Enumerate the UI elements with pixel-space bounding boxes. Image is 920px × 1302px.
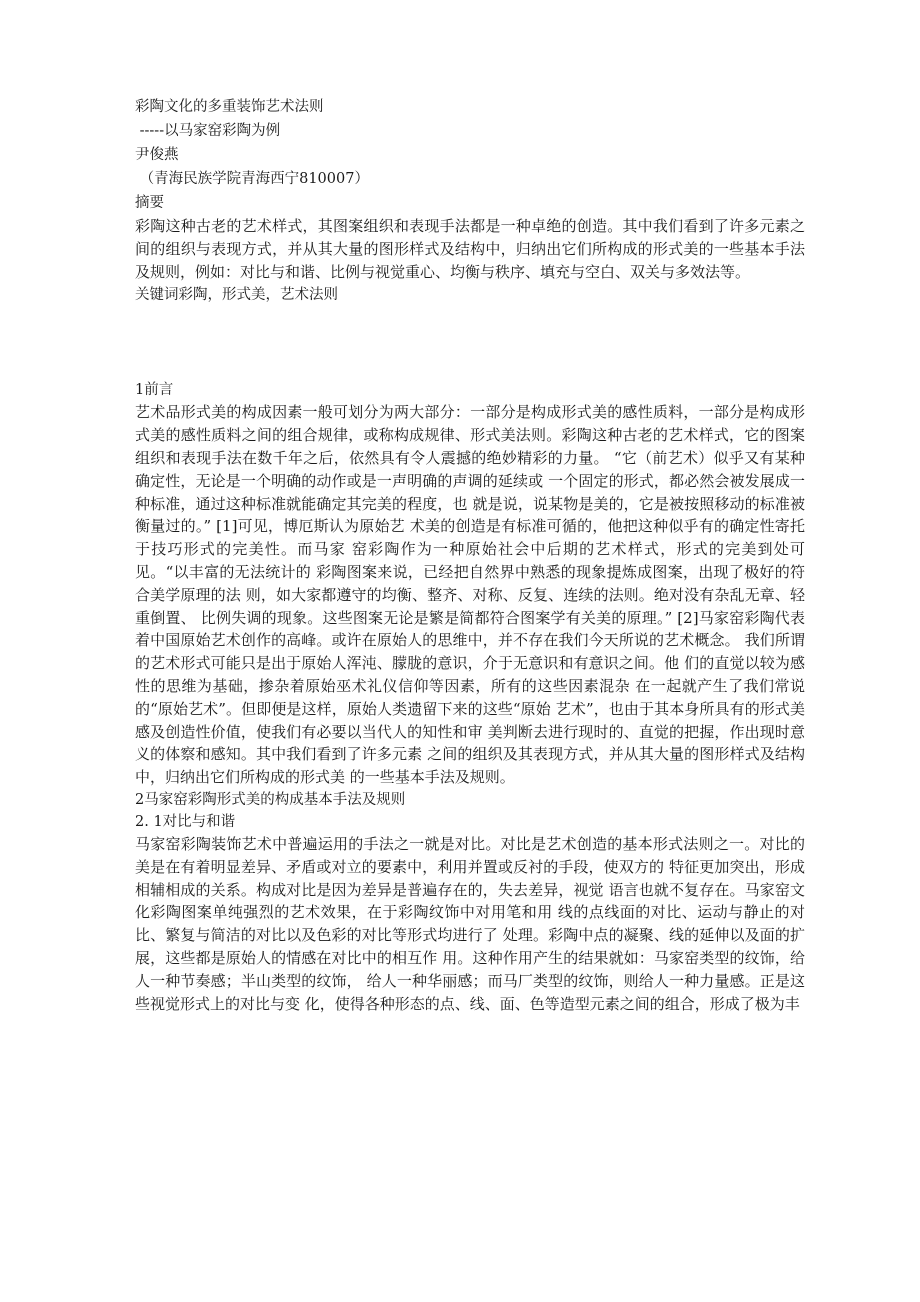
paper-subtitle: -----以马家窑彩陶为例 [135, 123, 281, 139]
paper-author: 尹俊燕 [135, 147, 179, 163]
section1-heading: 1前言 [135, 382, 174, 399]
abstract-heading: 摘要 [135, 195, 164, 211]
section1-body: 艺术品形式美的构成因素一般可划分为两大部分：一部分是构成形式美的感性质料，一部分是构成形式美的感性质料之间的组合规律，或称构成规律、形式美法则。彩陶这种古老的艺术样式，它的图案组织和表现手法在数千年之后，依然具有令人震撼的绝妙精彩的力量。 “它（前艺术）似乎又有某种确定性，无论是一个明确的动作或是一声明确的声调的延续或 一个固定的形式，都必然会被发展成一种标准，通过这种标准就能确定其完美的程度，也 就是说，说某物是美的，它是被按照移动的标准被衡量过的。” [1]可见，博厄斯认为原始艺 术美的创造是有标准可循的，他把这种似乎有的确定性寄托于技巧形式的完美性。而马家 窑彩陶作为一种原始社会中后期的艺术样式，形式的完美到处可见。“以丰富的无法统计的 彩陶图案来说，已经把自然界中熟悉的现象提炼成图案，出现了极好的符合美学原理的法 则，如大家都遵守的均衡、整齐、对称、反复、连续的法则。绝对没有杂乱无章、轻重倒置、 比例失调的现象。这些图案无论是繁是简都符合图案学有关美的原理。” [2]马家窑彩陶代表 着中国原始艺术创作的高峰。或许在原始人的思维中，并不存在我们今天所说的艺术概念。 我们所谓的艺术形式可能只是出于原始人浑沌、朦胧的意识，介于无意识和有意识之间。他 们的直觉以较为感性的思维为基础，掺杂着原始巫术礼仪信仰等因素，所有的这些因素混杂 在一起就产生了我们常说的“原始艺术”。但即便是这样，原始人类遗留下来的这些“原始 艺术”，也由于其本身所具有的形式美感及创造性价值，使我们有必要以当代人的知性和审 美判断去进行现时的、直觉的把握，作出现时意义的体察和感知。其中我们看到了许多元素 之间的组织及其表现方式，并从其大量的图形样式及结构中，归纳出它们所构成的形式美 的一些基本手法及规则。 [135, 403, 805, 787]
section21-heading: 2. 1对比与和谐 [135, 813, 236, 830]
paper-title: 彩陶文化的多重装饰艺术法则 [135, 99, 324, 115]
paper-page [135, 95, 805, 1015]
section2-heading: 2马家窑彩陶形式美的构成基本手法及规则 [135, 791, 406, 808]
vertical-gap [135, 307, 805, 375]
paper-affiliation: （青海民族学院青海西宁810007） [135, 171, 369, 187]
section21-body: 马家窑彩陶装饰艺术中普遍运用的手法之一就是对比。对比是艺术创造的基本形式法则之一。对比的美是在有着明显差异、矛盾或对立的要素中，利用并置或反衬的手段，使双方的 特征更加突出，形成相辅相成的关系。构成对比是因为差异是普遍存在的，失去差异，视觉 语言也就不复存在。马家窑文化彩陶图案单纯强烈的艺术效果，在于彩陶纹饰中对用笔和用 线的点线面的对比、运动与静止的对比、繁复与简洁的对比以及色彩的对比等形式均进行了 处理。彩陶中点的凝聚、线的延伸以及面的扩展，这些都是原始人的情感在对比中的相互作 用。这种作用产生的结果就如：马家窑类型的纹饰，给人一种节奏感；半山类型的纹饰， 给人一种华丽感；而马厂类型的纹饰，则给人一种力量感。正是这些视觉形式上的对比与变 化，使得各种形态的点、线、面、色等造型元素之间的组合，形成了极为丰 [135, 834, 805, 1013]
keywords: 关键词彩陶，形式美，艺术法则 [135, 287, 338, 304]
abstract-text: 彩陶这种古老的艺术样式，其图案组织和表现手法都是一种卓绝的创造。其中我们看到了许多元素之间的组织与表现方式，并从其大量的图形样式及结构中，归纳出它们所构成的形式美的一些基本手法及规则，例如：对比与和谐、比例与视觉重心、均衡与秩序、填充与空白、双关与多效法等。 [135, 217, 805, 281]
